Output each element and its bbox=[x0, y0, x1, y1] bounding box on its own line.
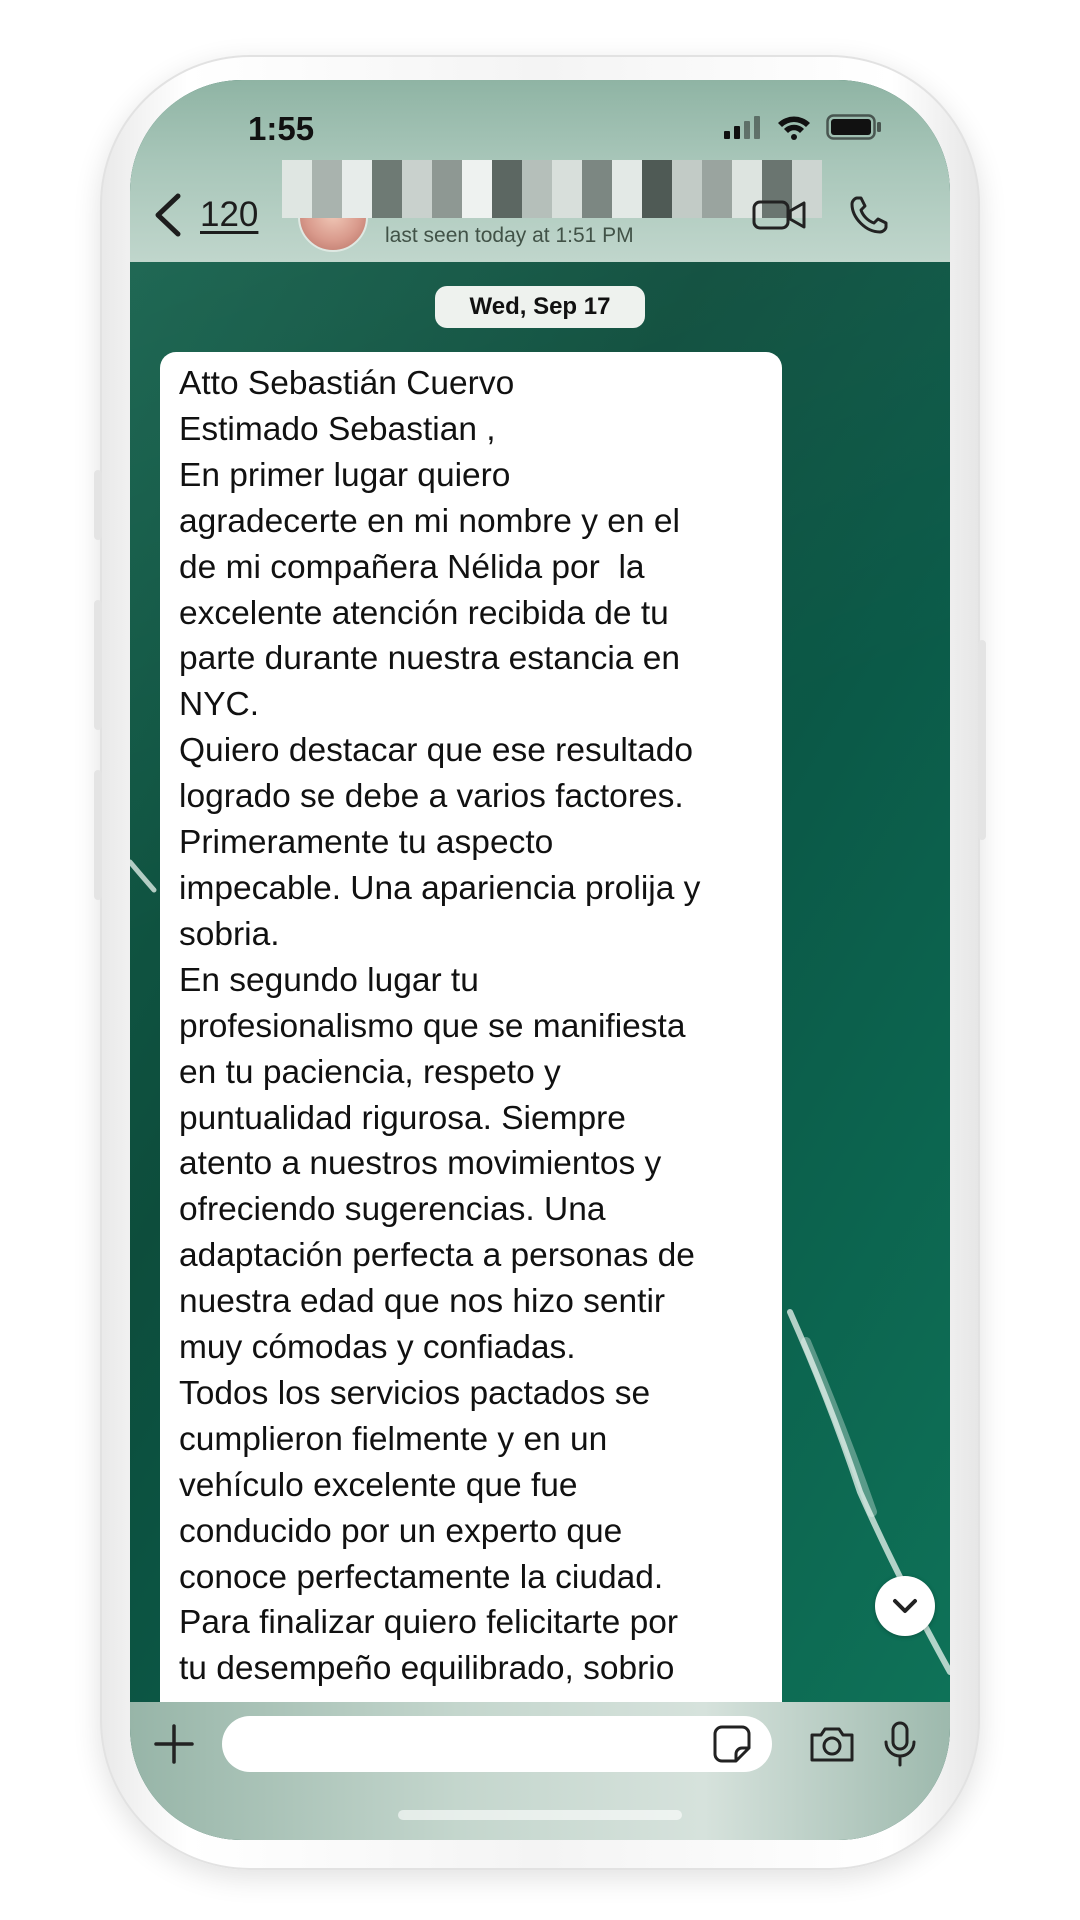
phone-power-button bbox=[978, 640, 986, 840]
phone-silent-switch bbox=[94, 470, 102, 540]
scroll-to-bottom-button[interactable] bbox=[875, 1576, 935, 1636]
plus-icon[interactable] bbox=[152, 1722, 196, 1766]
phone-volume-up-button bbox=[94, 600, 102, 730]
chat-area[interactable] bbox=[130, 262, 950, 1702]
sticker-icon[interactable] bbox=[712, 1724, 752, 1764]
chevron-down-icon bbox=[891, 1597, 919, 1615]
status-icons bbox=[722, 114, 882, 140]
phone-volume-down-button bbox=[94, 770, 102, 900]
microphone-icon[interactable] bbox=[882, 1720, 918, 1768]
contact-name-pixelated[interactable] bbox=[282, 160, 822, 218]
video-camera-icon[interactable] bbox=[752, 198, 806, 232]
message-text: Atto Sebastián Cuervo Estimado Sebastian , En primer lugar quiero agradecerte en mi nombre y en el de mi compañera Nélida por la excelente atención recibida de tu parte durante nuestra estancia en NYC. Quiero destacar que ese resultado logrado se debe a varios factores. Primeramente tu aspecto impecable. Una apariencia prolija y sobria. En segundo lugar tu profesionalismo que se manifiesta en tu paciencia, respeto y puntualidad rigurosa. Siempre atento a nuestros movimientos y ofreciendo sugerencias. Una adaptación perfecta a personas de nuestra edad que nos hizo sentir muy cómodas y confiadas. Todos los servicios pactados se cumplieron fielmente y en un vehículo excelente que fue conducido por un experto que conoce perfectamente la ciudad. Para finalizar quiero felicitarte por tu desempeño equilibrado, sobrio bbox=[179, 365, 701, 1688]
date-separator: Wed, Sep 17 bbox=[435, 286, 645, 328]
home-indicator bbox=[398, 1810, 682, 1820]
status-time: 1:55 bbox=[248, 110, 315, 147]
wifi-icon bbox=[776, 114, 812, 140]
message-bubble[interactable] bbox=[160, 352, 782, 1752]
phone-screen bbox=[130, 80, 950, 1840]
cellular-signal-icon bbox=[722, 115, 762, 139]
message-input[interactable] bbox=[222, 1716, 772, 1772]
chevron-left-icon[interactable] bbox=[148, 190, 188, 240]
battery-icon bbox=[826, 114, 882, 140]
chat-header bbox=[130, 80, 950, 262]
message-input-bar bbox=[130, 1702, 950, 1840]
camera-icon[interactable] bbox=[808, 1724, 856, 1764]
back-unread-count[interactable]: 120 bbox=[200, 195, 259, 234]
last-seen-status: last seen today at 1:51 PM bbox=[385, 224, 634, 247]
phone-icon[interactable] bbox=[848, 194, 890, 236]
